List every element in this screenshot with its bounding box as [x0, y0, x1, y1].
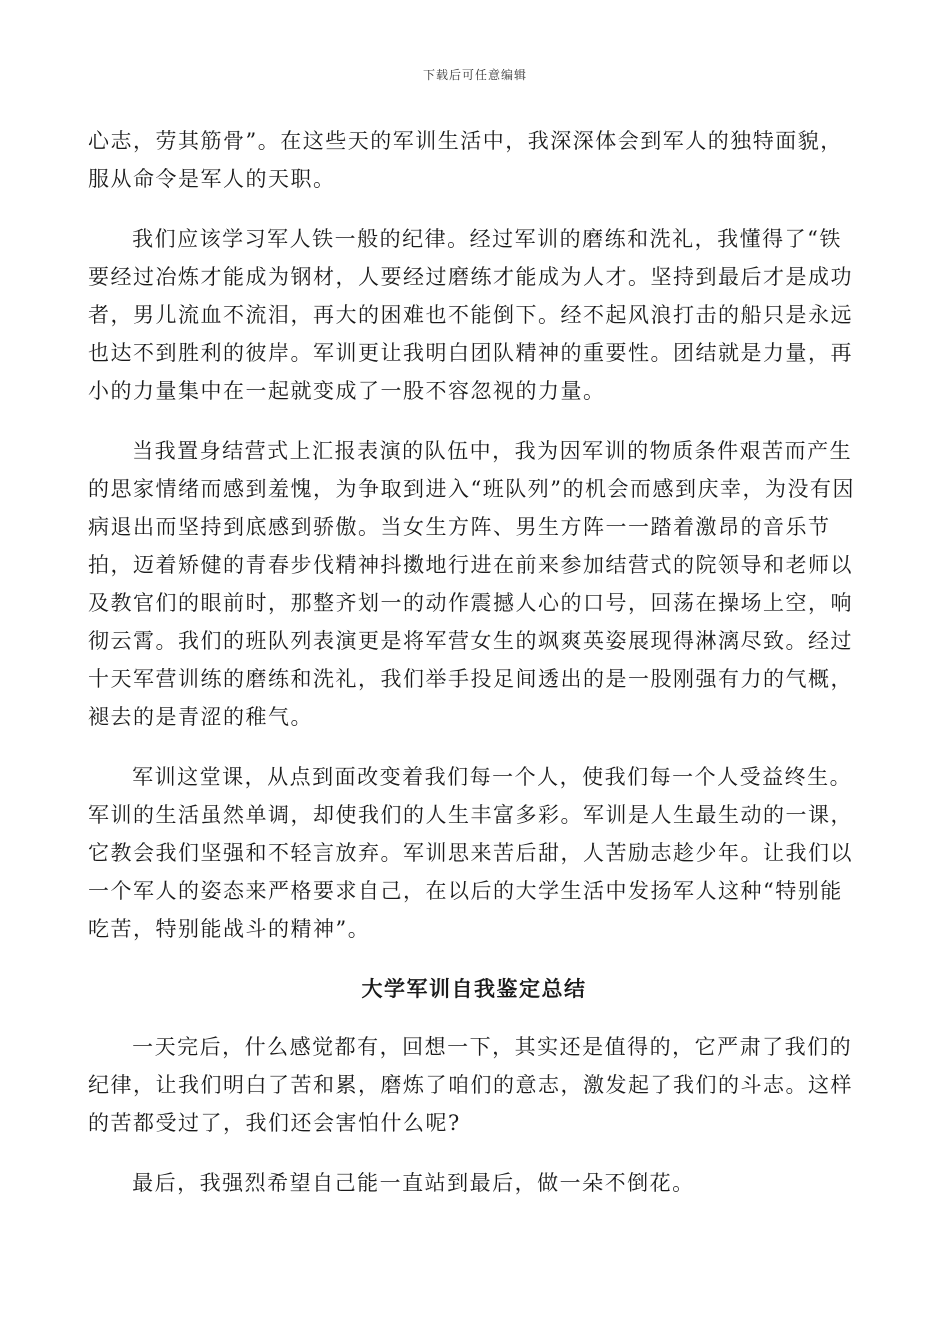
document-body [88, 122, 860, 1224]
paragraph: 一天完后，什么感觉都有，回想一下，其实还是值得的，它严肃了我们的纪律，让我们明白了苦和累，磨炼了咱们的意志，激发起了我们的斗志。这样的苦都受过了，我们还会害怕什么呢? [88, 1035, 853, 1135]
paragraph: 最后，我强烈希望自己能一直站到最后，做一朵不倒花。 [132, 1171, 695, 1195]
paragraph: 军训这堂课，从点到面改变着我们每一个人，使我们每一个人受益终生。军训的生活虽然单调，却使我们的人生丰富多彩。军训是人生最生动的一课，它教会我们坚强和不轻言放弃。军训思来苦后甜，人苦励志趁少年。让我们以一个军人的姿态来严格要求自己，在以后的大学生活中发扬军人这种“特别能吃苦，特别能战斗的精神”。 [88, 765, 853, 941]
paragraph: 当我置身结营式上汇报表演的队伍中，我为因军训的物质条件艰苦而产生的思家情绪而感到羞愧，为争取到进入“班队列”的机会而感到庆幸，为没有因病退出而坚持到底感到骄傲。当女生方阵、男生方阵一一踏着激昂的音乐节拍，迈着矫健的青春步伐精神抖擞地行进在前来参加结营式的院领导和老师以及教官们的眼前时，那整齐划一的动作震撼人心的口号，回荡在操场上空，响彻云霄。我们的班队列表演更是将军营女生的飒爽英姿展现得淋漓尽致。经过十天军营训练的磨练和洗礼，我们举手投足间透出的是一股刚强有力的气概，褪去的是青涩的稚气。 [88, 439, 855, 729]
header-note: 下载后可任意编辑 [422, 68, 527, 82]
paragraph-continuation: 心志，劳其筋骨”。在这些天的军训生活中，我深深体会到军人的独特面貌，服从命令是军人的天职。 [88, 129, 843, 191]
paragraph: 我们应该学习军人铁一般的纪律。经过军训的磨练和洗礼，我懂得了“铁要经过冶炼才能成为钢材，人要经过磨练才能成为人才。坚持到最后才是成功者，男儿流血不流泪，再大的困难也不能倒下。经不起风浪打击的船只是永远也达不到胜利的彼岸。军训更让我明白团队精神的重要性。团结就是力量，再小的力量集中在一起就变成了一股不容忽视的力量。 [88, 227, 853, 403]
section-title: 大学军训自我鉴定总结 [361, 976, 587, 1001]
